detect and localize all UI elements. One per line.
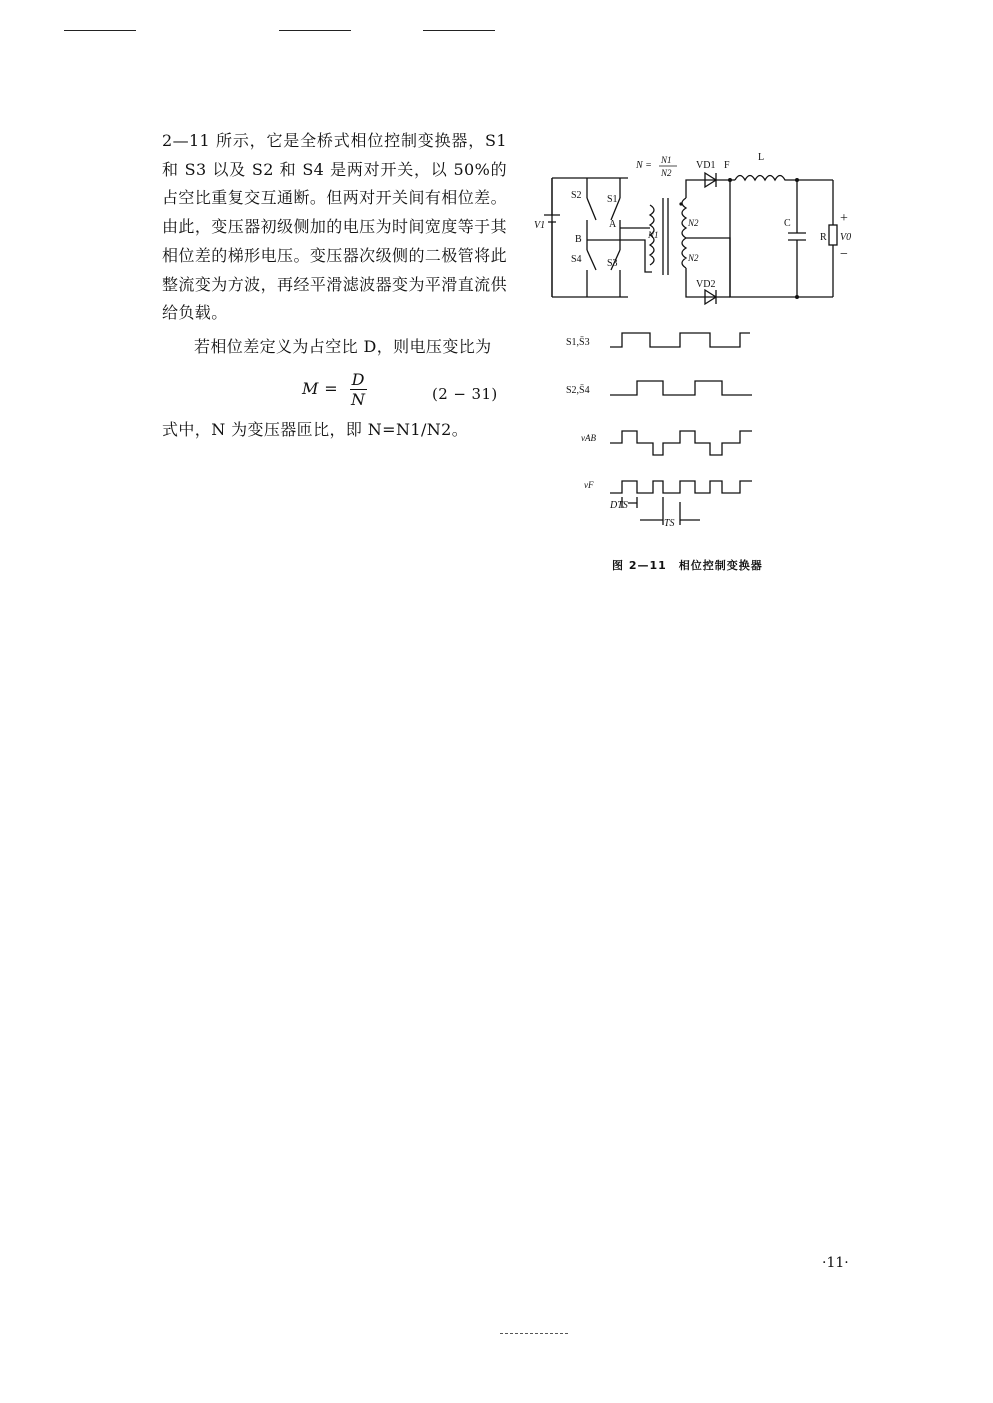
turns-ratio-num: N1 <box>661 155 672 165</box>
vd2-label: VD2 <box>696 279 716 290</box>
waveform-s1-s3 <box>610 333 750 347</box>
paragraph-2: 若相位差定义为占空比 D，则电压变比为 <box>194 336 492 356</box>
header-rule-left <box>64 30 136 31</box>
secondary-coil <box>682 198 686 268</box>
waveform-s2-s4 <box>610 381 752 395</box>
waveform-vab <box>610 431 752 455</box>
formula-denominator: N <box>350 389 366 409</box>
primary-label: N1 <box>648 230 659 240</box>
header-rule-middle <box>279 30 351 31</box>
node-dot-c <box>795 178 799 182</box>
formula-lhs: M = <box>302 378 339 398</box>
switch-s2-blade <box>587 198 596 220</box>
dts-label: DTS <box>610 500 628 511</box>
turns-ratio-lhs: N = <box>636 160 652 171</box>
secondary-bottom-label: N2 <box>688 253 699 263</box>
header-rule-right <box>423 30 495 31</box>
waveform-vf <box>610 481 752 493</box>
switch-s1-label: S1 <box>607 194 618 205</box>
turns-ratio-den: N2 <box>661 168 672 178</box>
switch-s4-blade <box>587 250 596 270</box>
secondary-top-label: N2 <box>688 218 699 228</box>
equation-number: (2 − 31) <box>432 384 498 403</box>
switch-s4-label: S4 <box>571 254 582 265</box>
core-lines <box>663 198 668 275</box>
node-dot-f <box>728 178 732 182</box>
source-label: V1 <box>534 220 546 231</box>
resistor-label: R <box>820 232 827 243</box>
ts-label: TS <box>664 518 675 529</box>
inductor-label: L <box>758 152 765 163</box>
plus-sign: + <box>840 211 848 226</box>
switch-s2-label: S2 <box>571 190 582 201</box>
output-voltage-label: V0 <box>840 232 852 243</box>
formula-fraction <box>350 370 367 409</box>
body-text <box>162 127 507 444</box>
wave3-label: vAB <box>581 433 596 443</box>
vd2-diode <box>700 290 730 304</box>
footer-dash <box>500 1333 568 1334</box>
capacitor-c <box>788 180 806 297</box>
capacitor-label: C <box>784 218 791 229</box>
minus-sign: − <box>840 247 848 262</box>
wave4-label: vF <box>584 480 594 490</box>
equation-2-31 <box>162 366 507 414</box>
paragraph-3: 式中，N 为变压器匝比，即 N=N1/N2。 <box>162 419 469 439</box>
switch-s3-label: S3 <box>607 258 618 269</box>
vd1-label: VD1 <box>696 160 716 171</box>
core-dot-top <box>679 202 682 205</box>
inductor-l <box>735 176 833 181</box>
wave1-label: S1,S̄3 <box>566 337 590 348</box>
formula-numerator: D <box>351 369 365 389</box>
circuit-figure <box>534 145 870 545</box>
figure-caption: 图 2—11 相位控制变换器 <box>612 559 763 572</box>
formula <box>302 370 367 409</box>
node-dot-c-bottom <box>795 295 799 299</box>
wave2-label: S2,S̄4 <box>566 385 590 396</box>
page-number: ·11· <box>822 1255 849 1271</box>
resistor-r <box>829 225 837 245</box>
node-f-label: F <box>724 160 730 171</box>
node-b-label: B <box>575 234 582 245</box>
paragraph-1: 2—11 所示，它是全桥式相位控制变换器，S1和 S3 以及 S2 和 S4 是两对开关，以 50%的占空比重复交互通断。但两对开关间有相位差。由此，变压器初级侧加的电压为时间宽度等于其相位差的梯形电压。变压器次级侧的二极管将此整流变为方波，再经平滑滤波器变为平滑直流供给负载。 <box>162 131 507 323</box>
node-a-label: A <box>609 219 617 230</box>
